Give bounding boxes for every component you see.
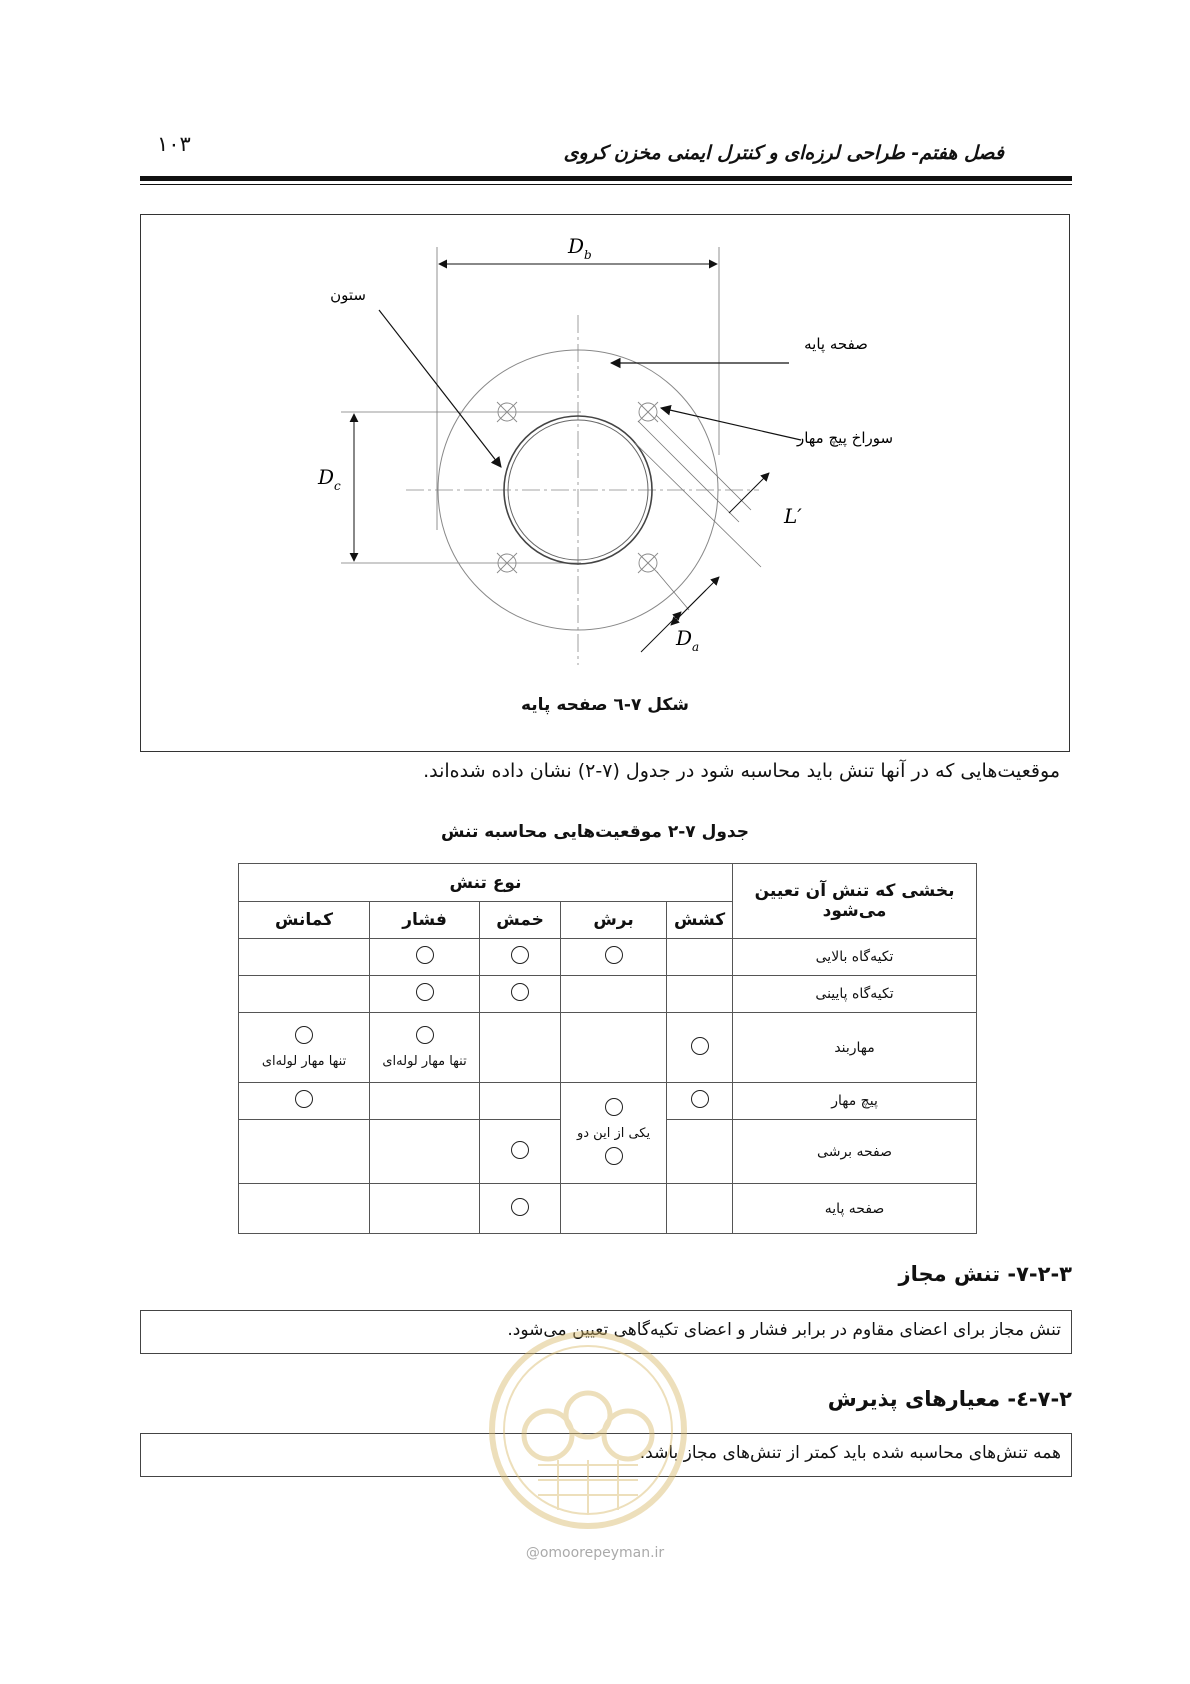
row-label: صفحه پایه — [733, 1184, 977, 1234]
col-bending: خمش — [480, 902, 561, 939]
row-label: تکیه‌گاه پایینی — [733, 976, 977, 1013]
db-label: $D_b$ — [568, 234, 592, 262]
row-label: پیچ مهار — [733, 1083, 977, 1120]
section-heading-allowable-stress: ۷-۲-۳- تنش مجاز — [898, 1262, 1072, 1286]
cell-note: یکی از این دو — [576, 1125, 651, 1141]
check-circle-icon — [295, 1026, 313, 1044]
row-label: تکیه‌گاه بالایی — [733, 939, 977, 976]
col-tension: کشش — [667, 902, 733, 939]
table-row — [239, 1083, 977, 1120]
figure-caption: شکل ۷-٦ صفحه پایه — [520, 695, 690, 715]
da-label: $D_a$ — [676, 626, 700, 654]
check-circle-icon — [416, 983, 434, 1001]
l-prime-label: L′ — [784, 504, 802, 528]
section-heading-acceptance-criteria: ۷-۲-٤- معیارهای پذیرش — [827, 1387, 1072, 1411]
watermark-url: @omoorepeyman.ir — [525, 1545, 665, 1561]
column-label: ستون — [330, 286, 366, 304]
col-shear: برش — [561, 902, 667, 939]
allowable-stress-text: تنش مجاز برای اعضای مقاوم در برابر فشار و اعضای تکیه‌گاهی تعیین می‌شود. — [507, 1320, 1061, 1340]
table-row — [239, 1013, 977, 1083]
table-row — [239, 939, 977, 976]
header-rule — [140, 176, 1072, 181]
cell-note: تنها مهار لوله‌ای — [261, 1054, 347, 1069]
intro-paragraph: موقعیت‌هایی که در آنها تنش باید محاسبه شود در جدول (۷-۲) نشان داده شده‌اند. — [423, 760, 1060, 782]
check-circle-icon — [416, 946, 434, 964]
figure-base-plate — [140, 214, 1070, 752]
anchor-bolt-hole-label: سوراخ پیچ مهار — [796, 429, 894, 447]
row-header: بخشی که تنش آن تعیین می‌شود — [733, 864, 977, 939]
check-circle-icon — [511, 983, 529, 1001]
cell-note: تنها مهار لوله‌ای — [382, 1054, 467, 1069]
check-circle-icon — [605, 946, 623, 964]
check-circle-icon — [605, 1147, 623, 1165]
table-caption: جدول ۷-۲ موقعیت‌هایی محاسبه تنش — [441, 822, 749, 842]
table-row — [239, 1184, 977, 1234]
acceptance-criteria-text: همه تنش‌های محاسبه شده باید کمتر از تنش‌های مجاز باشد. — [639, 1443, 1061, 1463]
check-circle-icon — [511, 1198, 529, 1216]
stress-type-header: نوع تنش — [239, 864, 733, 902]
col-compression: فشار — [370, 902, 480, 939]
dc-label: $D_c$ — [318, 465, 341, 493]
check-circle-icon — [605, 1098, 623, 1116]
check-circle-icon — [691, 1037, 709, 1055]
base-plate-drawing — [141, 215, 1071, 753]
table-row — [239, 976, 977, 1013]
base-plate-label: صفحه پایه — [804, 335, 868, 353]
check-circle-icon — [511, 946, 529, 964]
stress-location-table — [238, 863, 977, 1234]
chapter-title: فصل هفتم- طراحی لرزه‌ای و کنترل ایمنی مخزن کروی — [563, 142, 1004, 164]
row-label: مهاربند — [733, 1013, 977, 1083]
page-number: ۱۰۳ — [157, 132, 191, 156]
check-circle-icon — [295, 1090, 313, 1108]
row-label: صفحه برشی — [733, 1120, 977, 1184]
col-buckling: کمانش — [239, 902, 370, 939]
anchor-bolt-holes — [497, 402, 658, 573]
check-circle-icon — [691, 1090, 709, 1108]
check-circle-icon — [416, 1026, 434, 1044]
check-circle-icon — [511, 1141, 529, 1159]
watermark-seal-icon — [478, 1320, 698, 1560]
header-rule-thin — [140, 184, 1072, 185]
